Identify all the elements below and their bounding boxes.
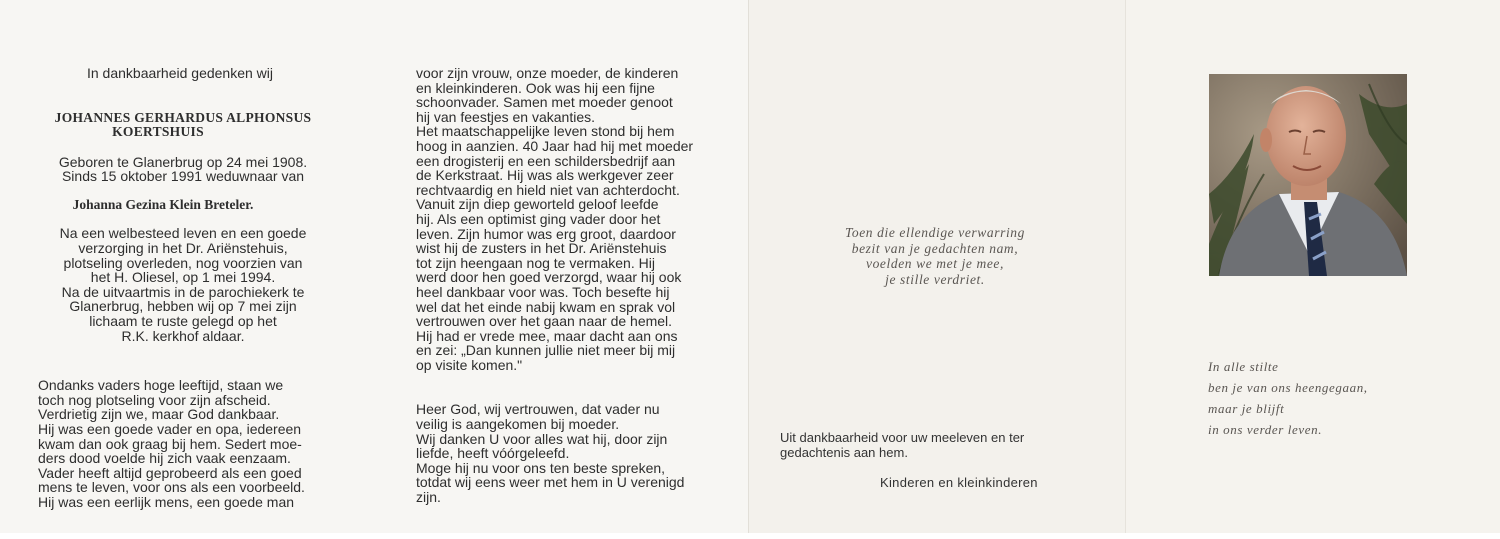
poem-line: je stille verdriet.: [885, 271, 985, 287]
portrait-illustration: [1209, 74, 1407, 276]
memory-line: Hij was een eerlijk mens, een goede man: [38, 493, 295, 510]
portrait-photo: [1209, 74, 1407, 276]
spouse-name: Johanna Gezina Klein Breteler.: [72, 196, 254, 212]
life-line: werd door hen goed verzorgd, waar hij ook: [416, 269, 682, 286]
memory-line: ders dood voelde hij zich vaak eenzaam.: [38, 450, 291, 467]
life-line: voor zijn vrouw, onze moeder, de kinderen: [416, 65, 679, 81]
prayer-line: zijn.: [416, 489, 441, 506]
poem-middle: [810, 225, 1060, 287]
passing-line: lichaam te ruste gelegd op het: [89, 312, 277, 329]
passing-line: Na een welbesteed leven en een goede: [59, 225, 307, 242]
passing-line: het H. Oliesel, op 1 mei 1994.: [90, 269, 276, 286]
prayer-line: liefde, heeft vóórgeleefd.: [416, 445, 570, 462]
life-line: rechtvaardig en hield niet van achterdocht.: [416, 181, 680, 198]
prayer-line: veilig is aangekomen bij moeder.: [416, 416, 620, 433]
deceased-name-first: JOHANNES GERHARDUS ALPHONSUS: [54, 109, 312, 125]
birth-line: Geboren te Glanerbrug op 24 mei 1908.: [58, 153, 308, 170]
passing-line: Glanerbrug, hebben wij op 7 mei zijn: [69, 298, 297, 315]
prayer-line: Wij danken U voor alles wat hij, door zijn: [416, 430, 668, 447]
prayer-line: Moge hij nu voor ons ten beste spreken,: [416, 459, 666, 476]
thanks-line: Uit dankbaarheid voor uw meeleven en ter: [780, 430, 1025, 445]
life-line: leven. Zijn humor was erg groot, daardoor: [416, 225, 676, 242]
memory-line: Vader heeft altijd geprobeerd als een goed: [38, 464, 302, 481]
poem-line: ben je van ons heengegaan,: [1208, 380, 1368, 395]
prayer-paragraph: [416, 402, 706, 504]
thanks-line: gedachtenis aan hem.: [780, 444, 908, 460]
memory-line: Verdrietig zijn we, maar God dankbaar.: [38, 406, 280, 423]
life-paragraph: [416, 66, 706, 372]
life-line: schoonvader. Samen met moeder genoot: [416, 94, 673, 111]
intro-line: In dankbaarheid gedenken wij: [86, 65, 274, 81]
prayer-line: totdat wij eens weer met hem in U verenigd: [416, 474, 685, 491]
memory-paragraph: [38, 378, 328, 509]
memory-line: mens te leven, voor ons als een voorbeeld.: [38, 479, 305, 496]
life-line: vertrouwen over het gaan naar de hemel.: [416, 313, 673, 330]
life-line: hij. Als een optimist ging vader door het: [416, 210, 661, 227]
text-column-left: [38, 66, 328, 509]
thanks-note: [780, 431, 1080, 460]
life-line: en kleinkinderen. Ook was hij een fijne: [416, 79, 655, 96]
poem-line: Toen die ellendige verwarring: [844, 225, 1025, 240]
widower-line: Sinds 15 oktober 1991 weduwnaar van: [61, 168, 305, 185]
passing-paragraph: [38, 226, 328, 343]
life-line: wist hij de zusters in het Dr. Ariënstehuis: [416, 240, 667, 257]
passing-line: verzorging in het Dr. Ariënstehuis,: [78, 239, 288, 256]
memory-line: kwam dan ook graag bij hem. Sedert moe-: [38, 435, 302, 452]
life-line: Vanuit zijn diep geworteld geloof leefde: [416, 196, 659, 213]
poem-line: In alle stilte: [1208, 359, 1279, 374]
poem-right: [1208, 356, 1458, 440]
deceased-name-last: KOERTSHUIS: [112, 123, 204, 139]
life-line: heel dankbaar voor was. Toch besefte hij: [416, 283, 670, 300]
life-line: de Kerkstraat. Hij was als werkgever zeer: [416, 167, 674, 184]
passing-line: R.K. kerkhof aldaar.: [121, 327, 245, 344]
poem-line: maar je blijft: [1208, 401, 1285, 416]
life-line: Hij had er vrede mee, maar dacht aan ons: [416, 327, 678, 344]
text-column-right: [416, 66, 706, 505]
poem-line: bezit van je gedachten nam,: [851, 240, 1019, 256]
poem-line: in ons verder leven.: [1208, 422, 1323, 437]
passing-line: Na de uitvaartmis in de parochiekerk te: [61, 283, 305, 300]
memory-line: Hij was een goede vader en opa, iedereen: [38, 420, 302, 437]
life-line: hij van feestjes en vakanties.: [416, 108, 595, 125]
life-line: en zei: „Dan kunnen jullie niet meer bij mij: [416, 342, 676, 359]
life-line: Het maatschappelijke leven stond bij hem: [416, 123, 675, 140]
life-line: wel dat het einde nabij kwam en sprak vol: [416, 298, 676, 315]
life-line: een drogisterij en een schildersbedrijf aan: [416, 152, 676, 169]
life-line: hoog in aanzien. 40 Jaar had hij met moeder: [416, 137, 694, 154]
life-line: tot zijn heengaan nog te vermaken. Hij: [416, 254, 655, 271]
passing-line: plotseling overleden, nog voorzien van: [63, 254, 303, 271]
memory-line: Ondanks vaders hoge leeftijd, staan we: [38, 377, 284, 394]
life-line: op visite komen.": [416, 356, 523, 373]
family-signoff: Kinderen en kleinkinderen: [880, 475, 1038, 490]
memory-line: toch nog plotseling voor zijn afscheid.: [38, 391, 271, 408]
prayer-line: Heer God, wij vertrouwen, dat vader nu: [416, 401, 660, 418]
poem-line: voelden we met je mee,: [865, 256, 1004, 271]
